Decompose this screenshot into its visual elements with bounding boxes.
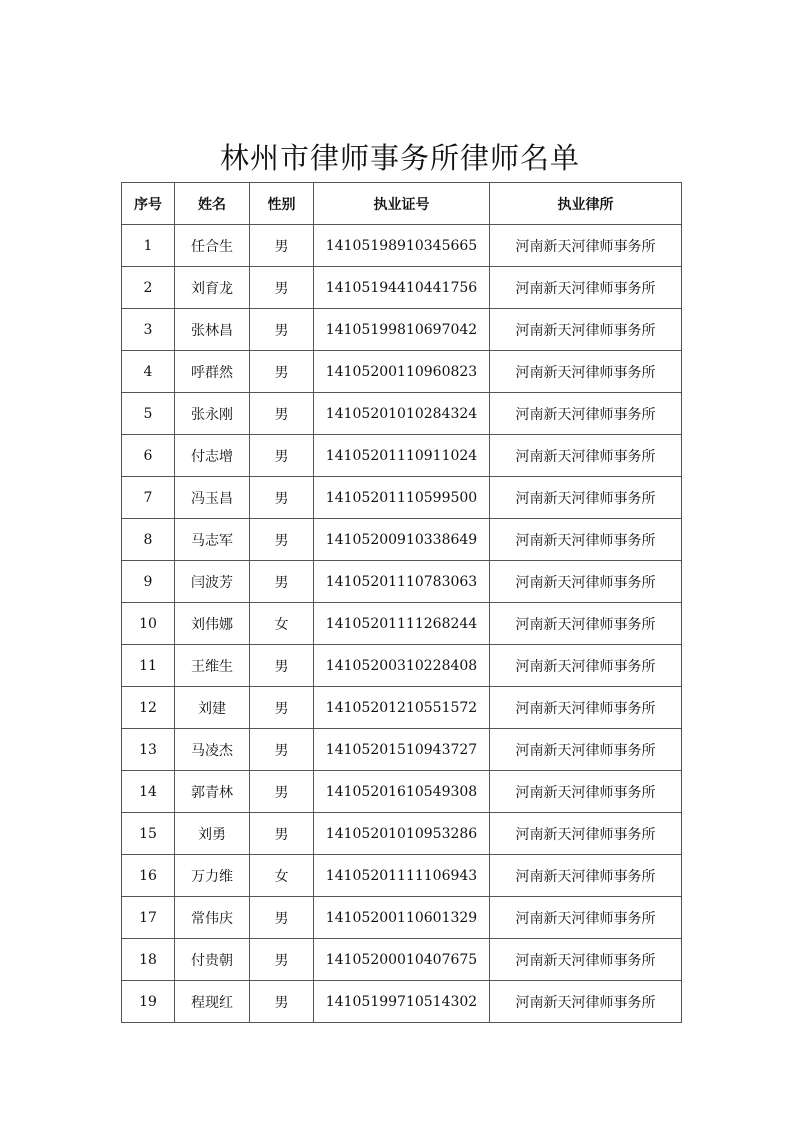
table-row: [122, 687, 682, 729]
cell-gender: 男: [250, 981, 314, 1023]
cell-license-number: 14105200310228408: [314, 645, 490, 687]
cell-law-firm: 河南新天河律师事务所: [490, 225, 682, 267]
cell-name: 付志增: [175, 435, 250, 477]
cell-index: 17: [122, 897, 175, 939]
table-row: [122, 309, 682, 351]
header-gender: 性别: [250, 183, 314, 225]
cell-gender: 男: [250, 267, 314, 309]
cell-license-number: 14105199710514302: [314, 981, 490, 1023]
table-body: [122, 225, 682, 1023]
cell-license-number: 14105201010284324: [314, 393, 490, 435]
cell-law-firm: 河南新天河律师事务所: [490, 771, 682, 813]
cell-gender: 男: [250, 225, 314, 267]
cell-name: 刘伟娜: [175, 603, 250, 645]
cell-license-number: 14105201610549308: [314, 771, 490, 813]
table-row: [122, 561, 682, 603]
cell-license-number: 14105199810697042: [314, 309, 490, 351]
cell-license-number: 14105201510943727: [314, 729, 490, 771]
cell-gender: 男: [250, 351, 314, 393]
table-row: [122, 603, 682, 645]
cell-name: 闫波芳: [175, 561, 250, 603]
cell-index: 11: [122, 645, 175, 687]
cell-gender: 女: [250, 855, 314, 897]
cell-name: 刘建: [175, 687, 250, 729]
header-index: 序号: [122, 183, 175, 225]
cell-license-number: 14105201110783063: [314, 561, 490, 603]
table-row: [122, 897, 682, 939]
cell-law-firm: 河南新天河律师事务所: [490, 645, 682, 687]
cell-gender: 男: [250, 645, 314, 687]
cell-index: 2: [122, 267, 175, 309]
cell-index: 19: [122, 981, 175, 1023]
cell-gender: 女: [250, 603, 314, 645]
cell-name: 程现红: [175, 981, 250, 1023]
cell-license-number: 14105201010953286: [314, 813, 490, 855]
table-row: [122, 351, 682, 393]
cell-name: 刘勇: [175, 813, 250, 855]
cell-gender: 男: [250, 729, 314, 771]
cell-name: 任合生: [175, 225, 250, 267]
cell-law-firm: 河南新天河律师事务所: [490, 813, 682, 855]
cell-law-firm: 河南新天河律师事务所: [490, 477, 682, 519]
table-row: [122, 729, 682, 771]
cell-name: 郭青林: [175, 771, 250, 813]
cell-name: 常伟庆: [175, 897, 250, 939]
table-row: [122, 477, 682, 519]
cell-law-firm: 河南新天河律师事务所: [490, 351, 682, 393]
cell-gender: 男: [250, 519, 314, 561]
cell-name: 冯玉昌: [175, 477, 250, 519]
cell-gender: 男: [250, 897, 314, 939]
cell-license-number: 14105201110599500: [314, 477, 490, 519]
table-row: [122, 771, 682, 813]
cell-license-number: 14105194410441756: [314, 267, 490, 309]
table-row: [122, 393, 682, 435]
cell-gender: 男: [250, 561, 314, 603]
cell-name: 张永刚: [175, 393, 250, 435]
cell-law-firm: 河南新天河律师事务所: [490, 561, 682, 603]
header-license: 执业证号: [314, 183, 490, 225]
cell-gender: 男: [250, 393, 314, 435]
cell-name: 刘育龙: [175, 267, 250, 309]
cell-license-number: 14105200010407675: [314, 939, 490, 981]
table-row: [122, 435, 682, 477]
cell-gender: 男: [250, 435, 314, 477]
header-name: 姓名: [175, 183, 250, 225]
cell-license-number: 14105201111106943: [314, 855, 490, 897]
cell-name: 付贵朝: [175, 939, 250, 981]
cell-gender: 男: [250, 771, 314, 813]
lawyer-roster-table: [121, 182, 682, 1023]
cell-license-number: 14105200110960823: [314, 351, 490, 393]
table-row: [122, 939, 682, 981]
cell-license-number: 14105201111268244: [314, 603, 490, 645]
table-header-row: [122, 183, 682, 225]
cell-law-firm: 河南新天河律师事务所: [490, 897, 682, 939]
cell-index: 15: [122, 813, 175, 855]
cell-gender: 男: [250, 813, 314, 855]
cell-name: 王维生: [175, 645, 250, 687]
cell-license-number: 14105201210551572: [314, 687, 490, 729]
cell-index: 6: [122, 435, 175, 477]
cell-gender: 男: [250, 477, 314, 519]
cell-index: 10: [122, 603, 175, 645]
table-row: [122, 855, 682, 897]
cell-law-firm: 河南新天河律师事务所: [490, 603, 682, 645]
cell-index: 1: [122, 225, 175, 267]
table-row: [122, 267, 682, 309]
cell-law-firm: 河南新天河律师事务所: [490, 855, 682, 897]
cell-law-firm: 河南新天河律师事务所: [490, 687, 682, 729]
cell-name: 张林昌: [175, 309, 250, 351]
cell-gender: 男: [250, 687, 314, 729]
cell-index: 14: [122, 771, 175, 813]
cell-index: 4: [122, 351, 175, 393]
table-row: [122, 519, 682, 561]
cell-law-firm: 河南新天河律师事务所: [490, 267, 682, 309]
cell-name: 马志军: [175, 519, 250, 561]
header-firm: 执业律所: [490, 183, 682, 225]
cell-license-number: 14105200110601329: [314, 897, 490, 939]
cell-license-number: 14105198910345665: [314, 225, 490, 267]
page-title: 林州市律师事务所律师名单: [219, 141, 580, 175]
cell-index: 18: [122, 939, 175, 981]
cell-name: 呼群然: [175, 351, 250, 393]
cell-law-firm: 河南新天河律师事务所: [490, 435, 682, 477]
cell-name: 万力维: [175, 855, 250, 897]
table-row: [122, 981, 682, 1023]
table-row: [122, 813, 682, 855]
cell-law-firm: 河南新天河律师事务所: [490, 519, 682, 561]
cell-law-firm: 河南新天河律师事务所: [490, 729, 682, 771]
cell-license-number: 14105201110911024: [314, 435, 490, 477]
table-row: [122, 225, 682, 267]
cell-index: 12: [122, 687, 175, 729]
cell-law-firm: 河南新天河律师事务所: [490, 393, 682, 435]
cell-index: 3: [122, 309, 175, 351]
cell-license-number: 14105200910338649: [314, 519, 490, 561]
cell-gender: 男: [250, 309, 314, 351]
cell-gender: 男: [250, 939, 314, 981]
table-row: [122, 645, 682, 687]
cell-index: 7: [122, 477, 175, 519]
cell-law-firm: 河南新天河律师事务所: [490, 981, 682, 1023]
cell-law-firm: 河南新天河律师事务所: [490, 309, 682, 351]
cell-index: 5: [122, 393, 175, 435]
cell-law-firm: 河南新天河律师事务所: [490, 939, 682, 981]
cell-index: 8: [122, 519, 175, 561]
cell-index: 13: [122, 729, 175, 771]
cell-index: 9: [122, 561, 175, 603]
cell-name: 马凌杰: [175, 729, 250, 771]
cell-index: 16: [122, 855, 175, 897]
